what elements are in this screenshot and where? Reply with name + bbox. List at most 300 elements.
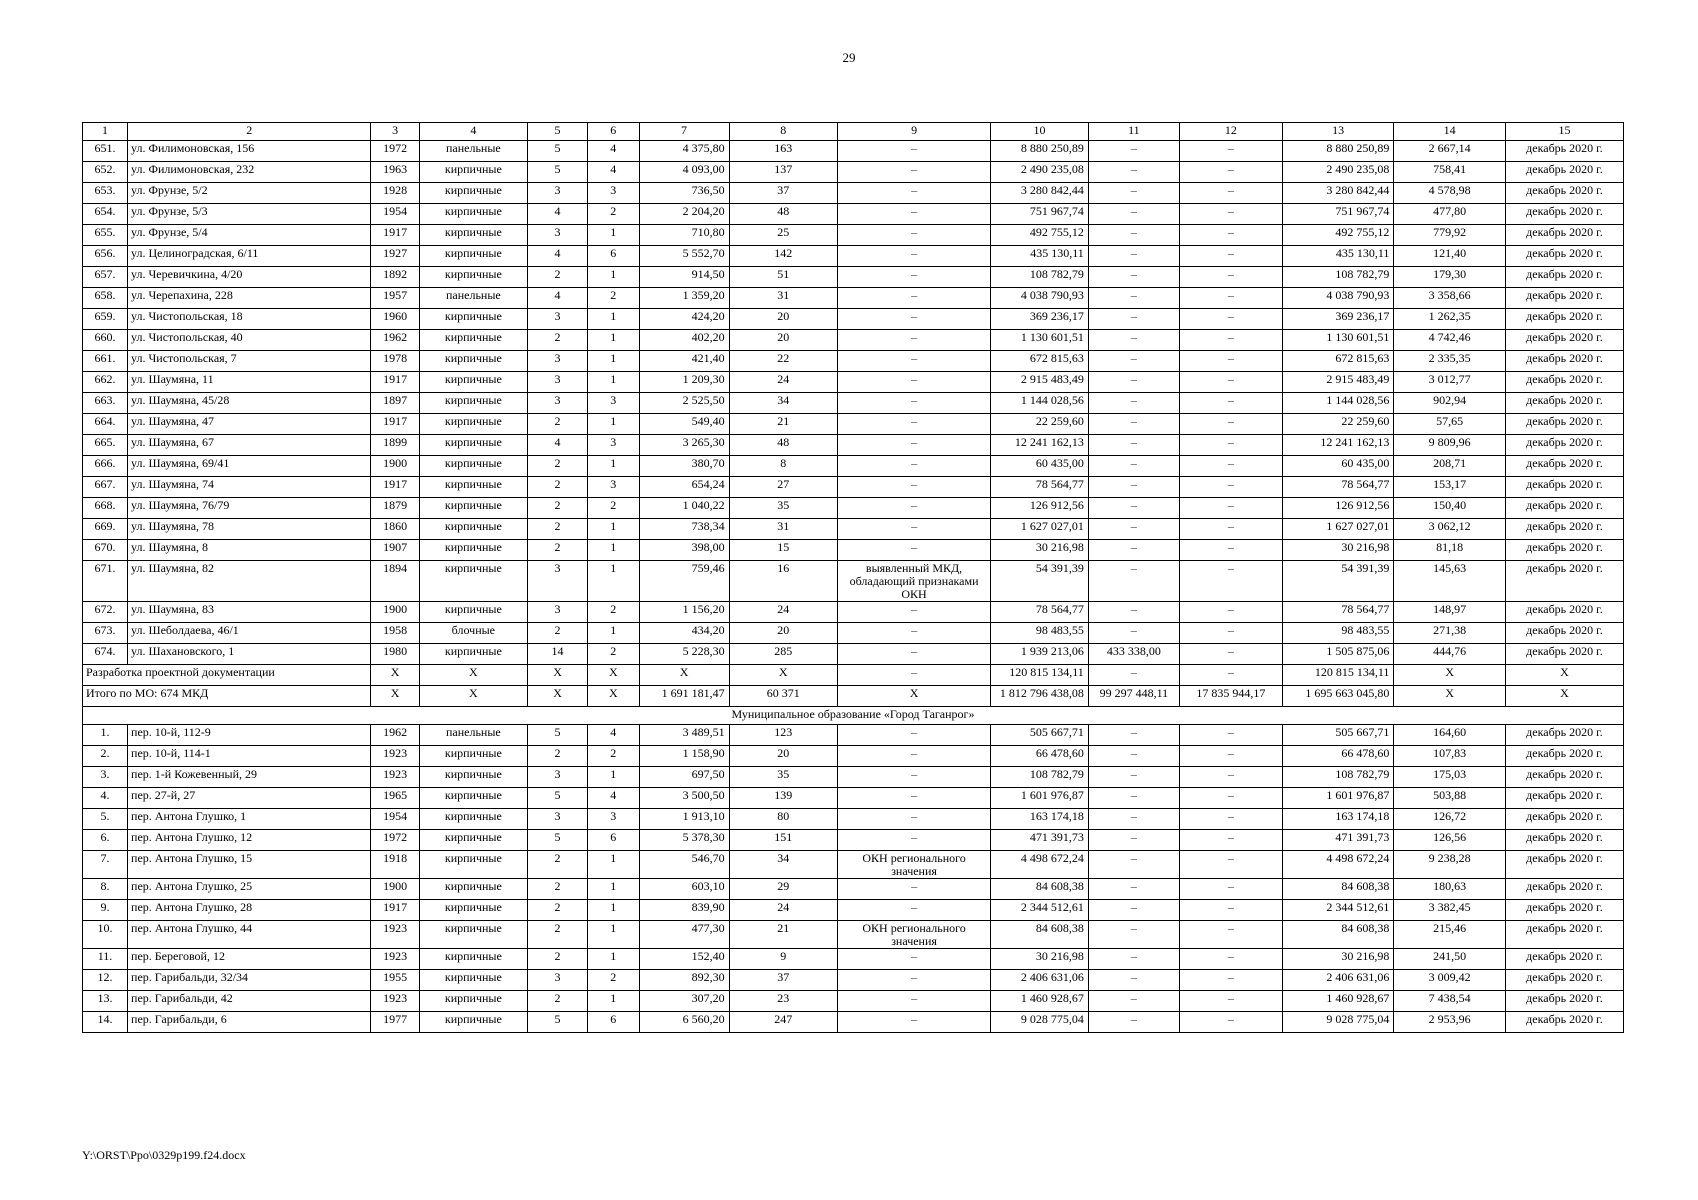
cost-12-cell: – [1179, 183, 1282, 204]
wall-material-cell: кирпичные [419, 183, 527, 204]
area-cell: 1 359,20 [639, 288, 729, 309]
address-cell: ул. Шаумяна, 45/28 [128, 393, 371, 414]
area-cell: 421,40 [639, 351, 729, 372]
year-cell: 1955 [371, 970, 419, 991]
completion-date-cell: X [1505, 686, 1623, 707]
residents-cell: 20 [729, 330, 837, 351]
wall-material-cell: кирпичные [419, 851, 527, 879]
cost-11-cell: – [1088, 623, 1179, 644]
cost-12-cell: – [1179, 809, 1282, 830]
total-cost-cell: 120 815 134,11 [991, 665, 1089, 686]
wall-material-cell: кирпичные [419, 644, 527, 665]
total-cost-cell: 84 608,38 [991, 921, 1089, 949]
area-cell: 697,50 [639, 767, 729, 788]
cost-11-cell: – [1088, 225, 1179, 246]
completion-date-cell: декабрь 2020 г. [1505, 809, 1623, 830]
wall-material-cell: кирпичные [419, 372, 527, 393]
entrances-cell: 1 [588, 900, 639, 921]
completion-date-cell: декабрь 2020 г. [1505, 498, 1623, 519]
residents-cell: 48 [729, 435, 837, 456]
cost-13-cell: 2 915 483,49 [1282, 372, 1394, 393]
cost-per-sqm-cell: 241,50 [1394, 949, 1506, 970]
floors-cell: 2 [528, 330, 588, 351]
cost-13-cell: 9 028 775,04 [1282, 1012, 1394, 1033]
cost-11-cell: – [1088, 851, 1179, 879]
cost-per-sqm-cell: 179,30 [1394, 267, 1506, 288]
cost-per-sqm-cell: X [1394, 686, 1506, 707]
completion-date-cell: декабрь 2020 г. [1505, 309, 1623, 330]
area-cell: 759,46 [639, 561, 729, 602]
residents-cell: 31 [729, 288, 837, 309]
entrances-cell: 4 [588, 788, 639, 809]
year-cell: 1928 [371, 183, 419, 204]
wall-material-cell: кирпичные [419, 267, 527, 288]
address-cell: ул. Шаумяна, 47 [128, 414, 371, 435]
cost-13-cell: 1 695 663 045,80 [1282, 686, 1394, 707]
cost-13-cell: 492 755,12 [1282, 225, 1394, 246]
completion-date-cell: декабрь 2020 г. [1505, 393, 1623, 414]
heritage-status-cell: X [837, 686, 990, 707]
wall-material-cell: кирпичные [419, 204, 527, 225]
table-row [83, 309, 1624, 330]
total-cost-cell: 1 460 928,67 [991, 991, 1089, 1012]
total-cost-cell: 54 391,39 [991, 561, 1089, 602]
entrances-cell: 1 [588, 309, 639, 330]
completion-date-cell: декабрь 2020 г. [1505, 477, 1623, 498]
cost-per-sqm-cell: 148,97 [1394, 602, 1506, 623]
row-number-cell: 667. [83, 477, 128, 498]
wall-material-cell: кирпичные [419, 330, 527, 351]
cost-12-cell: – [1179, 372, 1282, 393]
floors-cell: 3 [528, 809, 588, 830]
cost-11-cell: – [1088, 435, 1179, 456]
year-cell: 1923 [371, 767, 419, 788]
column-header: 15 [1505, 123, 1623, 141]
floors-cell: 3 [528, 309, 588, 330]
row-number-cell: 12. [83, 970, 128, 991]
cost-12-cell: – [1179, 602, 1282, 623]
table-row [83, 900, 1624, 921]
cost-11-cell: – [1088, 788, 1179, 809]
area-cell: 424,20 [639, 309, 729, 330]
table-row [83, 879, 1624, 900]
cost-per-sqm-cell: 3 009,42 [1394, 970, 1506, 991]
cost-11-cell: – [1088, 602, 1179, 623]
floors-cell: 5 [528, 725, 588, 746]
year-cell: 1927 [371, 246, 419, 267]
cost-12-cell: – [1179, 414, 1282, 435]
cost-13-cell: 369 236,17 [1282, 309, 1394, 330]
residents-cell: 137 [729, 162, 837, 183]
row-number-cell: 673. [83, 623, 128, 644]
area-cell: 738,34 [639, 519, 729, 540]
cost-13-cell: 1 601 976,87 [1282, 788, 1394, 809]
table-container [82, 122, 1624, 1033]
entrances-cell: 6 [588, 1012, 639, 1033]
wall-material-cell: кирпичные [419, 788, 527, 809]
area-cell: 914,50 [639, 267, 729, 288]
area-cell: 3 489,51 [639, 725, 729, 746]
area-cell: 4 375,80 [639, 141, 729, 162]
cost-12-cell: – [1179, 561, 1282, 602]
completion-date-cell: декабрь 2020 г. [1505, 830, 1623, 851]
cost-13-cell: 672 815,63 [1282, 351, 1394, 372]
year-cell: 1923 [371, 746, 419, 767]
cost-12-cell: – [1179, 330, 1282, 351]
residents-cell: 35 [729, 498, 837, 519]
row-number-cell: 652. [83, 162, 128, 183]
completion-date-cell: декабрь 2020 г. [1505, 851, 1623, 879]
residents-cell: 51 [729, 267, 837, 288]
cost-12-cell: – [1179, 767, 1282, 788]
total-cost-cell: 78 564,77 [991, 477, 1089, 498]
heritage-status-cell: – [837, 309, 990, 330]
cost-per-sqm-cell: X [1394, 665, 1506, 686]
row-number-cell: 666. [83, 456, 128, 477]
year-cell: 1900 [371, 602, 419, 623]
total-cost-cell: 2 490 235,08 [991, 162, 1089, 183]
year-cell: 1892 [371, 267, 419, 288]
cost-11-cell: – [1088, 162, 1179, 183]
address-cell: ул. Филимоновская, 232 [128, 162, 371, 183]
cost-11-cell: – [1088, 1012, 1179, 1033]
cost-per-sqm-cell: 271,38 [1394, 623, 1506, 644]
residents-cell: 20 [729, 746, 837, 767]
address-cell: ул. Шаумяна, 82 [128, 561, 371, 602]
entrances-cell: 2 [588, 644, 639, 665]
floors-cell: 5 [528, 1012, 588, 1033]
cost-12-cell: – [1179, 725, 1282, 746]
floors-cell: 4 [528, 435, 588, 456]
heritage-status-cell: – [837, 498, 990, 519]
residents-cell: 37 [729, 970, 837, 991]
floors-cell: 2 [528, 623, 588, 644]
row-number-cell: 7. [83, 851, 128, 879]
cost-11-cell: – [1088, 204, 1179, 225]
row-number-cell: 11. [83, 949, 128, 970]
cost-13-cell: 751 967,74 [1282, 204, 1394, 225]
heritage-status-cell: – [837, 225, 990, 246]
column-header: 1 [83, 123, 128, 141]
wall-material-cell: кирпичные [419, 477, 527, 498]
year-cell: 1894 [371, 561, 419, 602]
cost-11-cell: – [1088, 809, 1179, 830]
residents-cell: 285 [729, 644, 837, 665]
floors-cell: 4 [528, 288, 588, 309]
cost-13-cell: 4 498 672,24 [1282, 851, 1394, 879]
floors-cell: 2 [528, 477, 588, 498]
row-number-cell: 659. [83, 309, 128, 330]
cost-11-cell: – [1088, 921, 1179, 949]
area-cell: 839,90 [639, 900, 729, 921]
cost-11-cell: – [1088, 372, 1179, 393]
completion-date-cell: декабрь 2020 г. [1505, 949, 1623, 970]
table-row [83, 970, 1624, 991]
total-cost-cell: 1 601 976,87 [991, 788, 1089, 809]
total-cost-cell: 84 608,38 [991, 879, 1089, 900]
entrances-cell: 1 [588, 540, 639, 561]
floors-cell: 2 [528, 746, 588, 767]
footer-file-path: Y:\ORST\Ppo\0329p199.f24.docx [82, 1148, 246, 1162]
residents-cell: 27 [729, 477, 837, 498]
completion-date-cell: декабрь 2020 г. [1505, 246, 1623, 267]
year-cell: 1960 [371, 309, 419, 330]
area-cell: 152,40 [639, 949, 729, 970]
address-cell: пер. 10-й, 114-1 [128, 746, 371, 767]
address-cell: ул. Фрунзе, 5/4 [128, 225, 371, 246]
wall-material-cell: кирпичные [419, 414, 527, 435]
cost-12-cell: – [1179, 921, 1282, 949]
area-cell: 1 158,90 [639, 746, 729, 767]
residents-cell: 20 [729, 309, 837, 330]
cost-11-cell: – [1088, 498, 1179, 519]
entrances-cell: 3 [588, 183, 639, 204]
year-cell: 1917 [371, 225, 419, 246]
cost-per-sqm-cell: 153,17 [1394, 477, 1506, 498]
cost-12-cell: – [1179, 1012, 1282, 1033]
completion-date-cell: декабрь 2020 г. [1505, 623, 1623, 644]
area-cell: 434,20 [639, 623, 729, 644]
table-row [83, 288, 1624, 309]
area-cell: 654,24 [639, 477, 729, 498]
cost-12-cell: – [1179, 879, 1282, 900]
entrances-cell: 4 [588, 162, 639, 183]
cost-per-sqm-cell: 4 578,98 [1394, 183, 1506, 204]
column-header: 10 [991, 123, 1089, 141]
wall-material-cell: кирпичные [419, 900, 527, 921]
wall-material-cell: кирпичные [419, 561, 527, 602]
year-cell: 1897 [371, 393, 419, 414]
table-row [83, 644, 1624, 665]
floors-cell: 5 [528, 788, 588, 809]
cost-12-cell: – [1179, 851, 1282, 879]
address-cell: ул. Фрунзе, 5/2 [128, 183, 371, 204]
total-cost-cell: 163 174,18 [991, 809, 1089, 830]
completion-date-cell: декабрь 2020 г. [1505, 372, 1623, 393]
total-cost-cell: 2 915 483,49 [991, 372, 1089, 393]
wall-material-cell: X [419, 665, 527, 686]
address-cell: пер. 10-й, 112-9 [128, 725, 371, 746]
wall-material-cell: кирпичные [419, 435, 527, 456]
page-number: 29 [842, 50, 856, 65]
wall-material-cell: кирпичные [419, 991, 527, 1012]
column-header: 11 [1088, 123, 1179, 141]
floors-cell: 4 [528, 204, 588, 225]
cost-11-cell: – [1088, 456, 1179, 477]
entrances-cell: 1 [588, 623, 639, 644]
cost-per-sqm-cell: 3 062,12 [1394, 519, 1506, 540]
area-cell: 1 691 181,47 [639, 686, 729, 707]
address-cell: ул. Чистопольская, 18 [128, 309, 371, 330]
row-number-cell: 651. [83, 141, 128, 162]
address-cell: пер. Антона Глушко, 44 [128, 921, 371, 949]
total-cost-cell: 98 483,55 [991, 623, 1089, 644]
completion-date-cell: декабрь 2020 г. [1505, 746, 1623, 767]
residents-cell: 16 [729, 561, 837, 602]
residents-cell: 80 [729, 809, 837, 830]
cost-11-cell: – [1088, 561, 1179, 602]
cost-12-cell: – [1179, 900, 1282, 921]
cost-12-cell: – [1179, 665, 1282, 686]
row-number-cell: 656. [83, 246, 128, 267]
completion-date-cell: декабрь 2020 г. [1505, 456, 1623, 477]
completion-date-cell: декабрь 2020 г. [1505, 561, 1623, 602]
heritage-status-cell: – [837, 330, 990, 351]
row-number-cell: 660. [83, 330, 128, 351]
year-cell: 1917 [371, 900, 419, 921]
wall-material-cell: кирпичные [419, 767, 527, 788]
heritage-status-cell: – [837, 1012, 990, 1033]
cost-per-sqm-cell: 7 438,54 [1394, 991, 1506, 1012]
row-number-cell: 657. [83, 267, 128, 288]
address-cell: пер. Гарибальди, 6 [128, 1012, 371, 1033]
entrances-cell: 1 [588, 519, 639, 540]
cost-per-sqm-cell: 126,72 [1394, 809, 1506, 830]
wall-material-cell: кирпичные [419, 879, 527, 900]
floors-cell: 3 [528, 561, 588, 602]
table-row [83, 949, 1624, 970]
heritage-status-cell: – [837, 623, 990, 644]
cost-per-sqm-cell: 3 382,45 [1394, 900, 1506, 921]
area-cell: 710,80 [639, 225, 729, 246]
completion-date-cell: декабрь 2020 г. [1505, 970, 1623, 991]
address-cell: ул. Шаумяна, 74 [128, 477, 371, 498]
table-row [83, 991, 1624, 1012]
row-number-cell: 661. [83, 351, 128, 372]
cost-12-cell: – [1179, 949, 1282, 970]
cost-per-sqm-cell: 779,92 [1394, 225, 1506, 246]
heritage-status-cell: – [837, 141, 990, 162]
cost-per-sqm-cell: 107,83 [1394, 746, 1506, 767]
residents-cell: 142 [729, 246, 837, 267]
wall-material-cell: кирпичные [419, 921, 527, 949]
floors-cell: X [528, 686, 588, 707]
cost-13-cell: 30 216,98 [1282, 949, 1394, 970]
cost-13-cell: 2 490 235,08 [1282, 162, 1394, 183]
year-cell: 1917 [371, 477, 419, 498]
area-cell: 2 525,50 [639, 393, 729, 414]
heritage-status-cell: – [837, 900, 990, 921]
wall-material-cell: кирпичные [419, 498, 527, 519]
wall-material-cell: кирпичные [419, 456, 527, 477]
completion-date-cell: декабрь 2020 г. [1505, 921, 1623, 949]
entrances-cell: 1 [588, 372, 639, 393]
cost-per-sqm-cell: 9 809,96 [1394, 435, 1506, 456]
area-cell: 3 265,30 [639, 435, 729, 456]
area-cell: 1 040,22 [639, 498, 729, 519]
area-cell: 5 552,70 [639, 246, 729, 267]
heritage-status-cell: – [837, 644, 990, 665]
year-cell: 1879 [371, 498, 419, 519]
address-cell: ул. Шеболдаева, 46/1 [128, 623, 371, 644]
year-cell: 1980 [371, 644, 419, 665]
address-cell: пер. Антона Глушко, 15 [128, 851, 371, 879]
cost-13-cell: 98 483,55 [1282, 623, 1394, 644]
total-cost-cell: 78 564,77 [991, 602, 1089, 623]
column-header: 5 [528, 123, 588, 141]
address-cell: пер. Антона Глушко, 28 [128, 900, 371, 921]
completion-date-cell: декабрь 2020 г. [1505, 644, 1623, 665]
cost-13-cell: 54 391,39 [1282, 561, 1394, 602]
cost-12-cell: – [1179, 991, 1282, 1012]
total-cost-cell: 60 435,00 [991, 456, 1089, 477]
wall-material-cell: кирпичные [419, 519, 527, 540]
cost-per-sqm-cell: 2 335,35 [1394, 351, 1506, 372]
summary-label: Разработка проектной документации [83, 665, 371, 686]
year-cell: 1978 [371, 351, 419, 372]
year-cell: 1954 [371, 809, 419, 830]
table-row [83, 788, 1624, 809]
residents-cell: 34 [729, 851, 837, 879]
residents-cell: X [729, 665, 837, 686]
heritage-status-cell: – [837, 725, 990, 746]
row-number-cell: 654. [83, 204, 128, 225]
row-number-cell: 664. [83, 414, 128, 435]
wall-material-cell: кирпичные [419, 540, 527, 561]
heritage-status-cell: – [837, 246, 990, 267]
floors-cell: 2 [528, 900, 588, 921]
table-row [83, 498, 1624, 519]
table-row [83, 477, 1624, 498]
entrances-cell: 6 [588, 246, 639, 267]
table-row [83, 1012, 1624, 1033]
area-cell: 6 560,20 [639, 1012, 729, 1033]
cost-11-cell: 99 297 448,11 [1088, 686, 1179, 707]
total-cost-cell: 22 259,60 [991, 414, 1089, 435]
heritage-status-cell: – [837, 830, 990, 851]
row-number-cell: 663. [83, 393, 128, 414]
year-cell: 1923 [371, 949, 419, 970]
cost-12-cell: – [1179, 267, 1282, 288]
cost-13-cell: 12 241 162,13 [1282, 435, 1394, 456]
floors-cell: 5 [528, 830, 588, 851]
row-number-cell: 658. [83, 288, 128, 309]
cost-per-sqm-cell: 2 953,96 [1394, 1012, 1506, 1033]
total-cost-cell: 435 130,11 [991, 246, 1089, 267]
row-number-cell: 655. [83, 225, 128, 246]
entrances-cell: 1 [588, 351, 639, 372]
housing-table [82, 122, 1624, 1033]
cost-13-cell: 1 460 928,67 [1282, 991, 1394, 1012]
entrances-cell: 6 [588, 830, 639, 851]
entrances-cell: 3 [588, 477, 639, 498]
row-number-cell: 10. [83, 921, 128, 949]
row-number-cell: 3. [83, 767, 128, 788]
cost-13-cell: 60 435,00 [1282, 456, 1394, 477]
cost-per-sqm-cell: 503,88 [1394, 788, 1506, 809]
total-cost-cell: 30 216,98 [991, 540, 1089, 561]
entrances-cell: 2 [588, 498, 639, 519]
cost-11-cell: – [1088, 725, 1179, 746]
wall-material-cell: панельные [419, 725, 527, 746]
cost-11-cell: – [1088, 351, 1179, 372]
completion-date-cell: декабрь 2020 г. [1505, 225, 1623, 246]
cost-12-cell: – [1179, 644, 1282, 665]
heritage-status-cell: ОКН регионального значения [837, 851, 990, 879]
address-cell: ул. Шаумяна, 67 [128, 435, 371, 456]
cost-13-cell: 78 564,77 [1282, 477, 1394, 498]
table-row [83, 602, 1624, 623]
year-cell: 1917 [371, 414, 419, 435]
entrances-cell: 2 [588, 204, 639, 225]
cost-12-cell: – [1179, 623, 1282, 644]
total-cost-cell: 66 478,60 [991, 746, 1089, 767]
table-row [83, 141, 1624, 162]
total-cost-cell: 8 880 250,89 [991, 141, 1089, 162]
address-cell: ул. Филимоновская, 156 [128, 141, 371, 162]
floors-cell: 2 [528, 519, 588, 540]
heritage-status-cell: – [837, 991, 990, 1012]
